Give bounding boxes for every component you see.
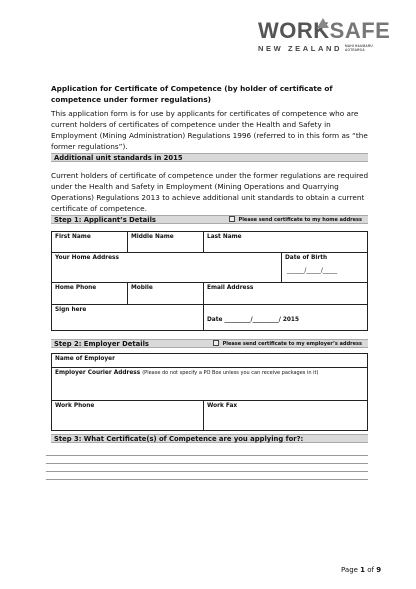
work-phone-field[interactable] — [52, 401, 204, 431]
dob-blank: ______/_____/_____ — [287, 268, 338, 274]
step3-title: Step 3: What Certificate(s) of Competence are you applying for?: — [54, 435, 304, 443]
work-phone-label: Work Phone — [55, 403, 95, 409]
logo-subline — [258, 44, 378, 53]
page-current: 1 — [360, 566, 366, 574]
courier-address-note: (Please do not specify a PO Box unless you can receive packages in it) — [142, 370, 319, 376]
section-additional-unit-standards — [51, 153, 368, 162]
date-line: Date _________/_________/ 2015 — [207, 317, 300, 323]
step1-checkbox-wrap[interactable] — [229, 216, 362, 225]
step1-checkbox-label: Please send certificate to my home address — [238, 217, 362, 223]
middle-name-field[interactable] — [128, 232, 204, 253]
answer-line[interactable] — [46, 479, 368, 480]
signature-field[interactable] — [52, 305, 204, 331]
first-name-field[interactable] — [52, 232, 128, 253]
employer-name-label: Name of Employer — [55, 356, 115, 362]
logo-maori-1: MAHI HAUMARU — [345, 43, 373, 48]
intro-paragraph: This application form is for use by applicants for certificates of competence who are current holders of certificates of competence under the Health and Safety in Employment (Mining Administration) Regulations 1996 (referred to in this form as “the former regulations”). — [51, 109, 368, 151]
additional-paragraph: Current holders of certificate of competence under the former regulations are required under the Health and Safety in Employment (Mining Operations and Quarrying Operations) Regulations 2013 to achieve additional unit standards to obtain a current certificate of competence. — [51, 171, 369, 213]
logo-maori-2: AOTEAROA — [345, 47, 365, 52]
home-address-label: Your Home Address — [55, 255, 119, 261]
work-fax-label: Work Fax — [207, 403, 238, 409]
logo-maori — [345, 45, 373, 52]
first-name-label: First Name — [55, 234, 91, 240]
mobile-label: Mobile — [131, 285, 153, 291]
sign-here-label: Sign here — [55, 307, 87, 313]
middle-name-label: Middle Name — [131, 234, 174, 240]
answer-line[interactable] — [46, 455, 368, 456]
step1-header — [51, 215, 368, 224]
work-fax-field[interactable] — [204, 401, 368, 431]
logo-word-safe: SAFE — [329, 18, 391, 43]
home-address-checkbox[interactable] — [229, 216, 235, 222]
page-of: of — [365, 566, 377, 574]
step2-title: Step 2: Employer Details — [54, 340, 149, 348]
page-number — [341, 566, 381, 574]
document-title: Application for Certificate of Competence (by holder of certificate of competence under former regulations) — [51, 84, 333, 104]
logo-triangle-icon — [317, 18, 329, 28]
mobile-field[interactable] — [128, 283, 204, 305]
courier-address-label: Employer Courier Address — [55, 370, 141, 376]
date-field[interactable] — [204, 305, 368, 331]
employer-name-field[interactable] — [52, 354, 368, 368]
courier-address-field[interactable] — [52, 368, 368, 401]
last-name-label: Last Name — [207, 234, 242, 240]
section-additional-title: Additional unit standards in 2015 — [54, 154, 183, 162]
dob-label: Date of Birth — [285, 255, 328, 261]
logo-nz: NEW ZEALAND — [258, 44, 343, 53]
email-field[interactable] — [204, 283, 368, 305]
applicant-details-table — [51, 231, 368, 331]
worksafe-logo — [258, 18, 391, 60]
home-address-field[interactable] — [52, 253, 282, 283]
employer-details-table — [51, 353, 368, 431]
step1-title: Step 1: Applicant’s Details — [54, 216, 156, 224]
step2-header — [51, 339, 368, 348]
step2-checkbox-wrap[interactable] — [213, 340, 362, 349]
page-total: 9 — [376, 566, 382, 574]
home-phone-label: Home Phone — [55, 285, 97, 291]
logo-word-work: WORK — [258, 18, 330, 43]
dob-field[interactable] — [282, 253, 368, 283]
answer-line[interactable] — [46, 463, 368, 464]
page-prefix: Page — [341, 566, 361, 574]
email-label: Email Address — [207, 285, 254, 291]
home-phone-field[interactable] — [52, 283, 128, 305]
certificate-answer-lines[interactable] — [46, 455, 368, 485]
step2-checkbox-label: Please send certificate to my employer’s address — [222, 341, 362, 347]
step3-header — [51, 434, 368, 443]
employer-address-checkbox[interactable] — [213, 340, 219, 346]
last-name-field[interactable] — [204, 232, 368, 253]
answer-line[interactable] — [46, 471, 368, 472]
